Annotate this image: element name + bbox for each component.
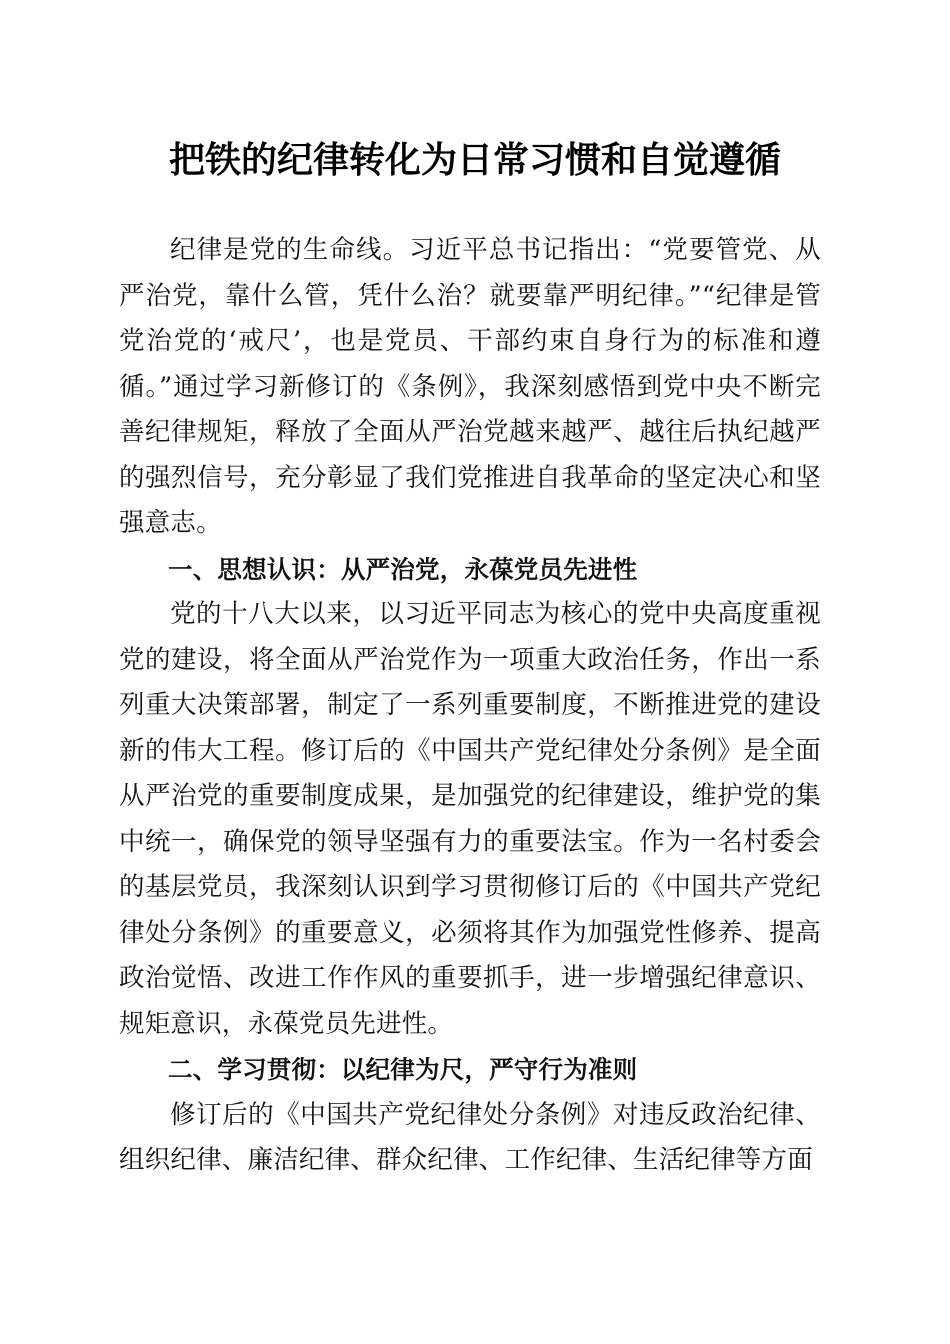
paragraph-section-2: 修订后的《中国共产党纪律处分条例》对违反政治纪律、组织纪律、廉洁纪律、群众纪律、工作纪律、生活纪律等方面 — [119, 1099, 821, 1175]
paragraph-section-1: 党的十八大以来，以习近平同志为核心的党中央高度重视党的建设，将全面从严治党作为一项重大政治任务，作出一系列重大决策部署，制定了一系列重要制度，不断推进党的建设新的伟大工程。修订后的《中国共产党纪律处分条例》是全面从严治党的重要制度成果，是加强党的纪律建设，维护党的集中统一，确保党的领导坚强有力的重要法宝。作为一名村委会的基层党员，我深刻认识到学习贯彻修订后的《中国共产党纪律处分条例》的重要意义，必须将其作为加强党性修养、提高政治觉悟、改进工作作风的重要抓手，进一步增强纪律意识、规矩意识，永葆党员先进性。 — [119, 599, 821, 1039]
document-body — [119, 228, 821, 1184]
section-heading-2: 二、学习贯彻：以纪律为尺，严守行为准则 — [168, 1055, 638, 1084]
paragraph-intro: 纪律是党的生命线。习近平总书记指出：“党要管党、从严治党，靠什么管，凭什么治？就要靠严明纪律。”“纪律是管党治党的‘戒尺’，也是党员、干部约束自身行为的标准和遵循。”通过学习新修订的《条例》，我深刻感悟到党中央不断完善纪律规矩，释放了全面从严治党越来越严、越往后执纪越严的强烈信号，充分彰显了我们党推进自我革命的坚定决心和坚强意志。 — [119, 235, 821, 538]
document-title: 把铁的纪律转化为日常习惯和自觉遵循 — [168, 139, 781, 181]
section-heading-1: 一、思想认识：从严治党，永葆党员先进性 — [168, 554, 638, 584]
